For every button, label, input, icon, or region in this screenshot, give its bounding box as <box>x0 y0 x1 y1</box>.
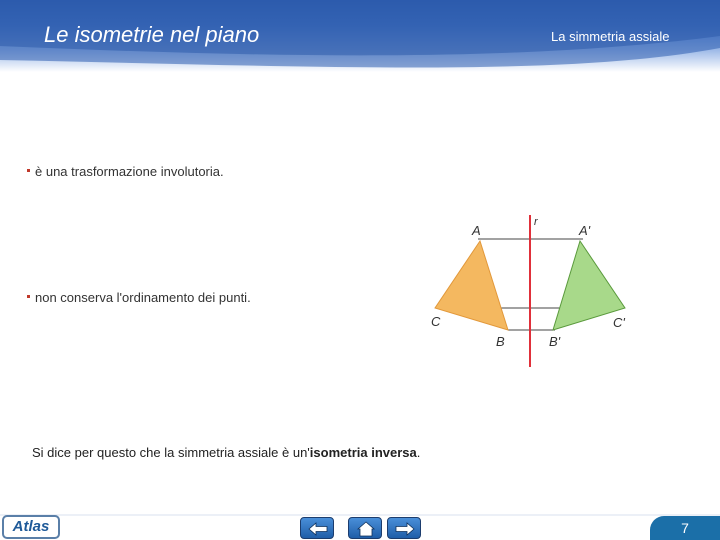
label-A1: A' <box>579 223 591 238</box>
summary-prefix: Si dice per questo che la simmetria assiale è un' <box>32 445 310 460</box>
bullet-order <box>27 290 251 305</box>
axis-label: r <box>534 216 538 228</box>
summary-text <box>32 445 420 460</box>
next-button[interactable] <box>387 517 421 539</box>
bullet-marker <box>27 295 30 298</box>
axial-symmetry-figure <box>420 210 640 375</box>
label-C: C <box>431 314 441 329</box>
next-icon <box>388 518 422 540</box>
bullet-text: è una trasformazione involutoria. <box>35 164 224 179</box>
home-button[interactable] <box>348 517 382 539</box>
page-number: 7 <box>650 516 720 540</box>
atlas-logo: Atlas <box>2 515 60 539</box>
section-subtitle: La simmetria assiale <box>551 29 670 44</box>
previous-button[interactable] <box>300 517 334 539</box>
label-C1: C' <box>613 315 625 330</box>
page-title: Le isometrie nel piano <box>44 22 260 47</box>
bullet-text: non conserva l'ordinamento dei punti. <box>35 290 251 305</box>
label-B: B <box>496 334 505 349</box>
home-icon <box>349 518 383 540</box>
previous-icon <box>301 518 335 540</box>
label-B1: B' <box>549 334 561 349</box>
triangle-original <box>435 241 508 330</box>
bullet-marker <box>27 169 30 172</box>
summary-suffix: . <box>416 445 421 460</box>
summary-term: isometria inversa <box>309 445 417 460</box>
label-A: A <box>472 223 481 238</box>
bullet-involutory <box>27 164 224 179</box>
